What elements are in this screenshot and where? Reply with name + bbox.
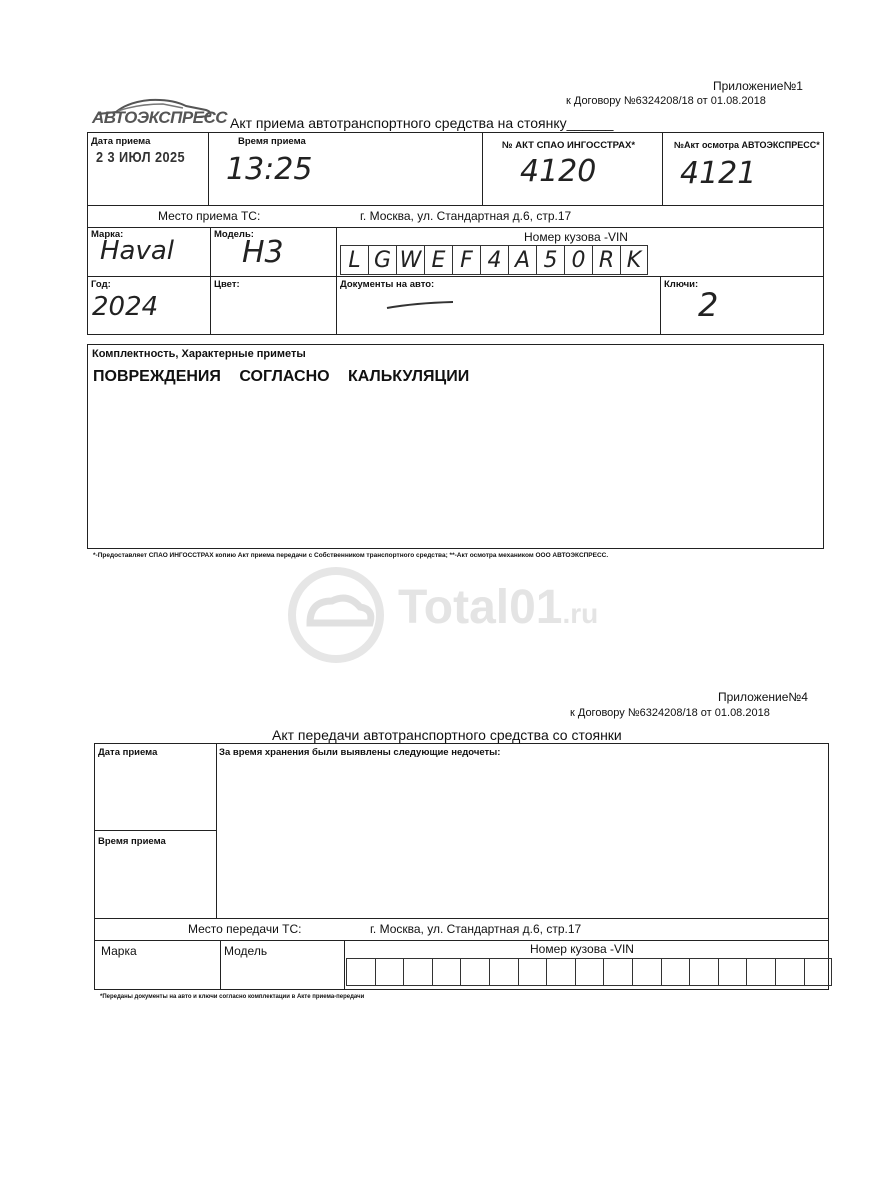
vin-char-cell: 4 <box>480 245 508 275</box>
divider <box>87 227 824 228</box>
vin-label: Номер кузова -VIN <box>524 230 628 244</box>
keys-label: Ключи: <box>664 279 699 290</box>
divider <box>482 132 483 205</box>
vin-char-cell: 5 <box>536 245 564 275</box>
vin-char-cell: W <box>396 245 424 275</box>
vin-char-cell: R <box>592 245 620 275</box>
act4-title: Акт передачи автотранспортного средства со стоянки <box>272 727 622 743</box>
vin-empty-cell <box>603 958 632 986</box>
vin-empty-cell <box>746 958 775 986</box>
act4-brand-label: Марка <box>101 944 137 958</box>
brand-label: Марка: <box>91 229 124 240</box>
model-value: H3 <box>242 235 284 270</box>
divider <box>216 743 217 918</box>
defects-label: За время хранения были выявлены следующие недочеты: <box>219 747 501 758</box>
avtoexpress-act-number: 4121 <box>680 156 757 191</box>
vin-cells <box>340 245 648 275</box>
vin-empty-cell <box>546 958 575 986</box>
keys-value: 2 <box>698 286 719 324</box>
divider <box>344 940 345 990</box>
divider <box>662 132 663 205</box>
act1-footnote: *-Предоставляет СПАО ИНГОССТРАХ копию Акт приема передачи с Собственником транспортного средства; **-Акт осмотра механиком ООО АВТОЭКСПРЕСС. <box>93 552 609 559</box>
date-label: Дата приема <box>91 136 151 147</box>
logo-text: АВТОЭКСПРЕСС <box>92 108 228 127</box>
vin-empty-cell <box>575 958 604 986</box>
divider <box>94 940 829 941</box>
equipment-value: ПОВРЕЖДЕНИЯ СОГЛАСНО КАЛЬКУЛЯЦИИ <box>93 368 470 385</box>
avtoexpress-logo <box>88 92 228 132</box>
vin-empty-cell <box>775 958 804 986</box>
act4-vin-cells <box>346 958 832 986</box>
time-label: Время приема <box>238 136 306 147</box>
date-stamp: 2 3 ИЮЛ 2025 <box>96 149 186 166</box>
appendix-4-label: Приложение№4 <box>718 690 808 704</box>
watermark-text <box>398 580 598 635</box>
color-label: Цвет: <box>214 279 240 290</box>
year-label: Год: <box>91 279 111 290</box>
place-value: г. Москва, ул. Стандартная д.6, стр.17 <box>360 209 572 223</box>
vin-char-cell: 0 <box>564 245 592 275</box>
act4-main-table <box>94 743 829 990</box>
act4-place-label: Место передачи ТС: <box>188 922 302 936</box>
vin-char-cell: F <box>452 245 480 275</box>
act4-footnote: *Переданы документы на авто и ключи согласно комплектации в Акте приема-передачи <box>100 994 365 1000</box>
divider <box>208 132 209 205</box>
vin-empty-cell <box>632 958 661 986</box>
divider <box>210 227 211 335</box>
ingos-act-number: 4120 <box>520 154 597 189</box>
vin-empty-cell <box>489 958 518 986</box>
year-value: 2024 <box>92 292 159 322</box>
act4-date-label: Дата приема <box>98 747 158 758</box>
divider <box>660 276 661 335</box>
vin-char-cell: G <box>368 245 396 275</box>
contract-reference-1: к Договору №6324208/18 от 01.08.2018 <box>566 95 766 107</box>
vin-char-cell: A <box>508 245 536 275</box>
vin-empty-cell <box>804 958 833 986</box>
vin-empty-cell <box>432 958 461 986</box>
watermark-suffix: .ru <box>562 598 599 629</box>
vin-char-cell: K <box>620 245 648 275</box>
vin-empty-cell <box>375 958 404 986</box>
avtoexpress-act-label: №Акт осмотра АВТОЭКСПРЕСС* <box>674 140 820 150</box>
act4-vin-label: Номер кузова -VIN <box>530 942 634 956</box>
divider <box>336 227 337 335</box>
brand-value: Haval <box>100 236 175 266</box>
act4-model-label: Модель <box>224 944 268 958</box>
documents-dash-mark <box>385 298 455 312</box>
divider <box>94 830 216 831</box>
divider <box>87 276 824 277</box>
vin-char-cell: L <box>340 245 368 275</box>
contract-reference-4: к Договору №6324208/18 от 01.08.2018 <box>570 707 770 719</box>
vin-char-cell: E <box>424 245 452 275</box>
vin-empty-cell <box>346 958 375 986</box>
vin-empty-cell <box>661 958 690 986</box>
vin-empty-cell <box>460 958 489 986</box>
divider <box>220 940 221 990</box>
vin-empty-cell <box>689 958 718 986</box>
vin-empty-cell <box>403 958 432 986</box>
act4-place-value: г. Москва, ул. Стандартная д.6, стр.17 <box>370 922 582 936</box>
vin-empty-cell <box>718 958 747 986</box>
vin-empty-cell <box>518 958 547 986</box>
divider <box>94 918 829 919</box>
watermark-main: Total01 <box>398 581 563 634</box>
equipment-label: Комплектность, Характерные приметы <box>92 348 306 360</box>
appendix-1-label: Приложение№1 <box>713 79 803 93</box>
divider <box>87 205 824 206</box>
place-label: Место приема ТС: <box>158 209 261 223</box>
ingos-act-label: № АКТ СПАО ИНГОССТРАХ* <box>502 140 636 151</box>
model-label: Модель: <box>214 229 254 240</box>
documents-label: Документы на авто: <box>340 279 435 290</box>
watermark-logo-icon <box>288 565 388 665</box>
time-value: 13:25 <box>226 152 313 187</box>
act4-time-label: Время приема <box>98 836 166 847</box>
act1-title: Акт приема автотранспортного средства на стоянку______ <box>230 115 614 131</box>
